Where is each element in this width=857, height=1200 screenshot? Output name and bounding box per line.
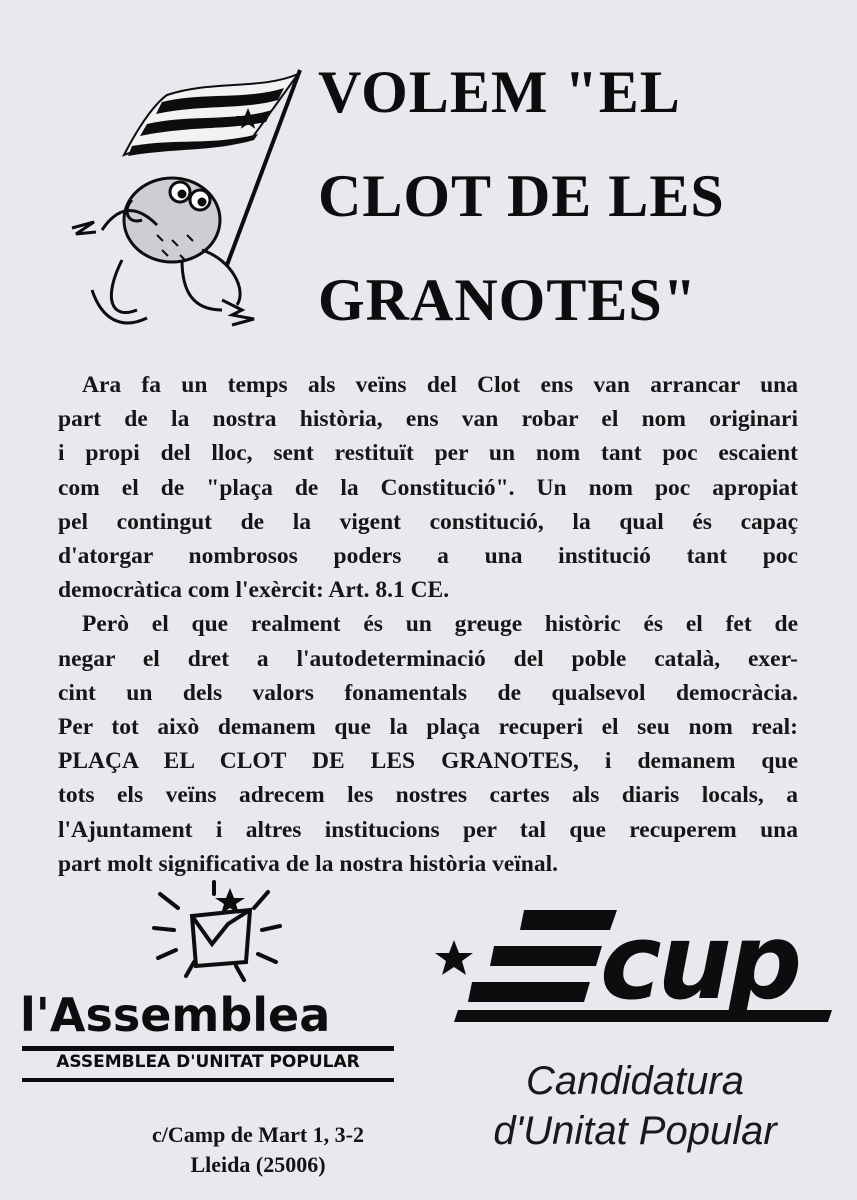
- body-line: com el de "plaça de la Constitució". Un nom poc apropiat: [58, 474, 798, 501]
- body-line: pel contingut de la vigent constitució, la qual és capaç: [58, 508, 798, 535]
- body-text: [58, 368, 798, 881]
- star-icon: [435, 940, 473, 975]
- body-line: i propi del lloc, sent restituït per un nom tant poc escaient: [58, 440, 798, 467]
- body-line: negar el dret a l'autodeterminació del poble català, exer-: [58, 645, 798, 672]
- assemblea-subtitle: ASSEMBLEA D'UNITAT POPULAR: [56, 1052, 360, 1072]
- flyer-title: [318, 40, 838, 352]
- frog-icon: [72, 178, 254, 325]
- title-line-1: VOLEM "EL: [318, 59, 681, 125]
- body-line: d'atorgar nombrosos poders a una institució tant poc: [58, 543, 798, 570]
- address-line-1: c/Camp de Mart 1, 3-2: [151, 1122, 364, 1147]
- assemblea-rule-top: [22, 1046, 394, 1051]
- body-line: l'Ajuntament i altres institucions per tal que recuperem una: [58, 816, 798, 843]
- cup-wordmark: cup: [600, 901, 799, 1023]
- paragraph-1: [58, 368, 798, 607]
- envelope-star-burst-icon: [150, 880, 300, 990]
- cup-tagline: [440, 1056, 830, 1156]
- cup-logo: [432, 900, 837, 1030]
- title-line-3: GRANOTES": [318, 267, 698, 333]
- body-line: Però el que realment és un greuge històric és el fet de: [82, 611, 798, 638]
- address: [118, 1120, 398, 1180]
- body-line: PLAÇA EL CLOT DE LES GRANOTES, i demanem que: [58, 748, 798, 775]
- body-line: part de la nostra història, ens van robar el nom originari: [58, 406, 798, 433]
- frog-with-flag-illustration: [62, 60, 312, 335]
- body-line: part molt significativa de la nostra història veïnal.: [58, 850, 559, 877]
- paragraph-2: [58, 607, 798, 881]
- body-line: tots els veïns adrecem les nostres cartes als diaris locals, a: [58, 782, 798, 809]
- address-line-2: Lleida (25006): [190, 1152, 326, 1177]
- assemblea-logo: [20, 880, 400, 1090]
- cup-tagline-line-2: d'Unitat Popular: [493, 1109, 777, 1153]
- title-line-2: CLOT DE LES: [318, 163, 725, 229]
- body-line: cint un dels valors fonamentals de qualsevol democràcia.: [58, 679, 798, 706]
- assemblea-name: l'Assemblea: [20, 988, 331, 1042]
- assemblea-rule-bottom: [22, 1078, 394, 1082]
- cup-tagline-line-1: Candidatura: [526, 1059, 744, 1103]
- body-line: Ara fa un temps als veïns del Clot ens van arrancar una: [82, 372, 798, 398]
- body-line: democràtica com l'exèrcit: Art. 8.1 CE.: [58, 577, 450, 604]
- body-line: Per tot això demanem que la plaça recuperi el seu nom real:: [58, 714, 798, 741]
